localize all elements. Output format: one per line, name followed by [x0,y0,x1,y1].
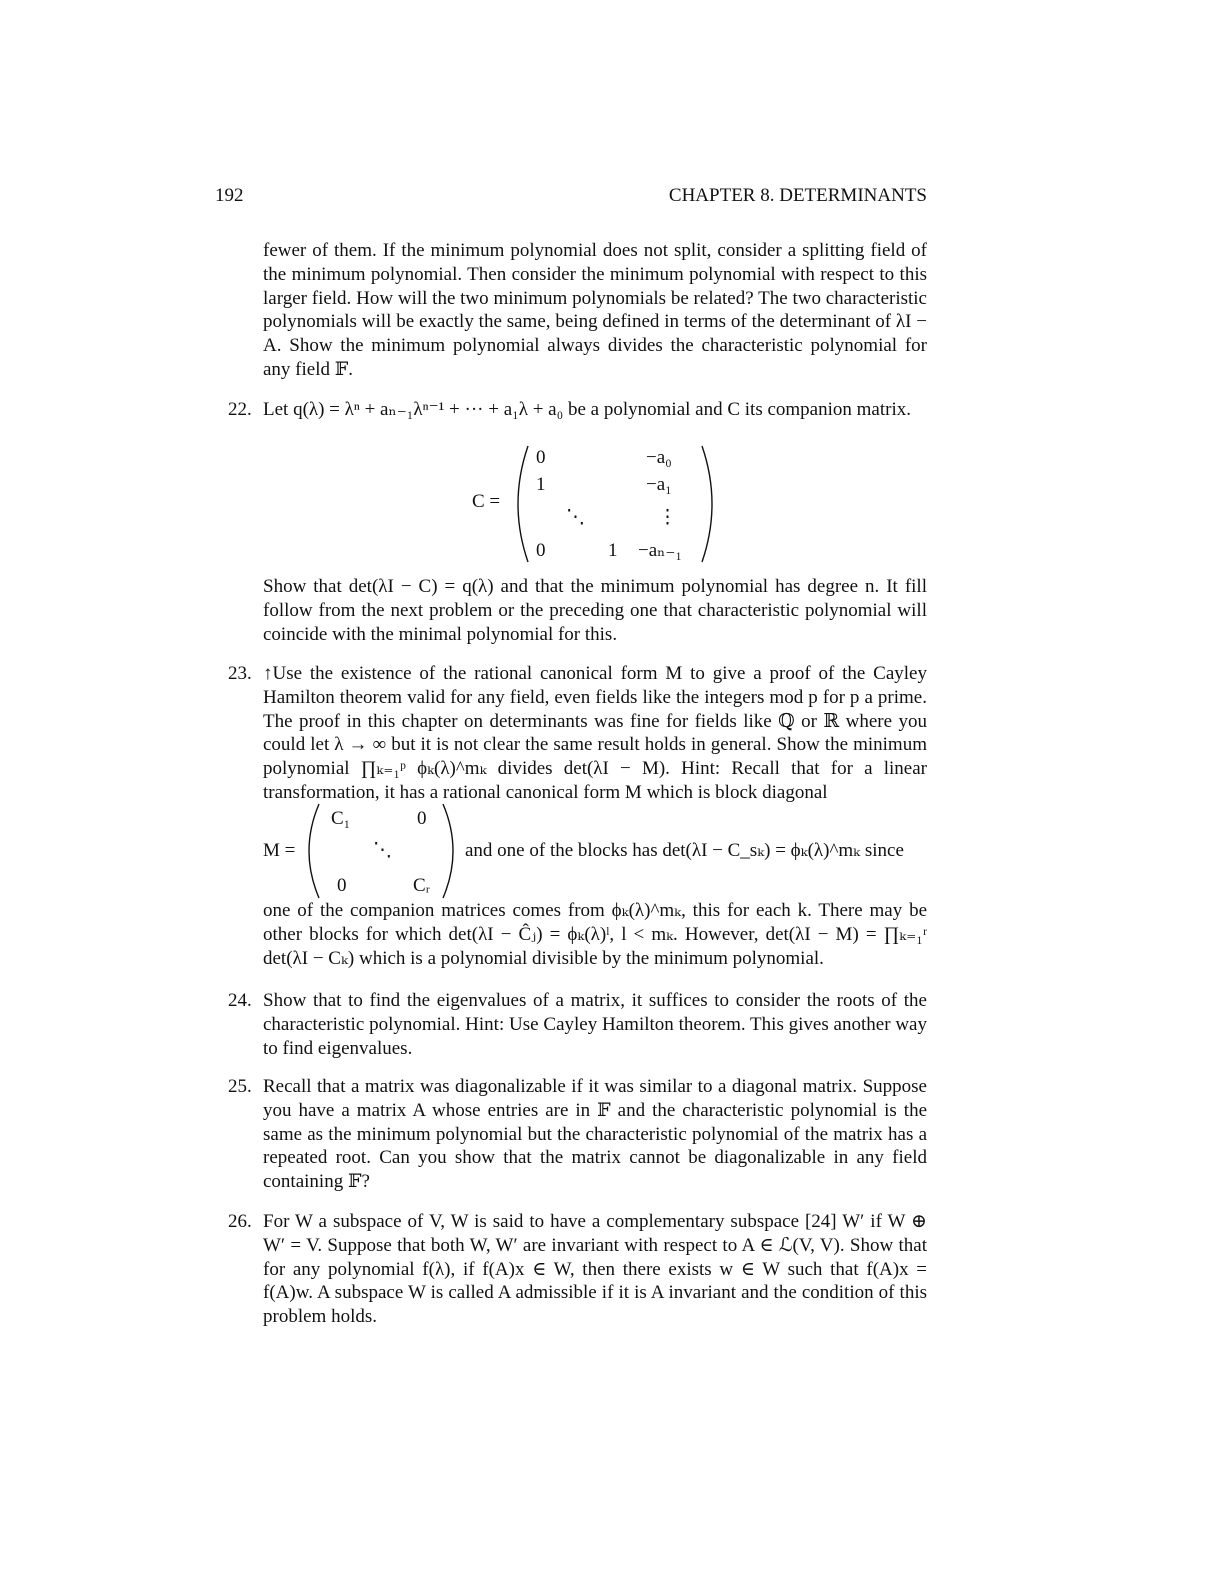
page-header [215,184,927,208]
matrix-cell: 0 [417,808,427,829]
problem-text: Show that det(λI − C) = q(λ) and that the minimum polynomial has degree n. It fill follow from the next problem or the preceding one that characteristic polynomial will coincide with the minimal polynomial for this. [263,576,927,645]
problem-text: one of the companion matrices comes from ϕₖ(λ)^mₖ, this for each k. There may be other blocks for which det(λI − Ĉⱼ) = ϕₖ(λ)ˡ, l < mₖ. However, det(λI − M) = ∏ₖ₌₁ʳ det(λI − Cₖ) which is a polynomial divisible by the minimum polynomial. [263,900,927,969]
matrix-cell: ⋱ [373,840,392,861]
matrix-cell: 1 [536,474,546,495]
problem-text: For W a subspace of V, W is said to have a complementary subspace [24] W′ if W ⊕ W′ = V. Suppose that both W, W′ are invariant with respect to A ∈ ℒ(V, V). Show that for any polynomial f(λ), if f(A)x ∈ W, then there exists w ∈ W such that f(A)x = f(A)w. A subspace W is called A admissible if it is A invariant and the condition of this problem holds. [263,1211,927,1328]
problem-number: 25. [228,1076,252,1097]
problem-text: Recall that a matrix was diagonalizable if it was similar to a diagonal matrix. Suppose you have a matrix A whose entries are in 𝔽 and the characteristic polynomial is the same as the minimum polynomial but the characteristic polynomial of the matrix has a repeated root. Can you show that the matrix cannot be diagonalizable in any field containing 𝔽? [263,1076,927,1193]
companion-matrix [472,442,712,566]
problem-number: 22. [228,399,252,420]
block-diagonal-matrix [263,802,927,900]
matrix-cell: −a₀ [646,447,672,468]
matrix-cell: 1 [608,540,618,561]
intro-paragraph: fewer of them. If the minimum polynomial does not split, consider a splitting field of the minimum polynomial. Then consider the minimum polynomial with respect to this larger field. How will the two minimum polynomials be related? The two characteristic polynomials will be exactly the same, being defined in terms of the determinant of λI − A. Show the minimum polynomial always divides the characteristic polynomial for any field 𝔽. [263,240,927,380]
problem-text: ↑Use the existence of the rational canonical form M to give a proof of the Cayley Hamilton theorem valid for any field, even fields like the integers mod p for p a prime. The proof in this chapter on determinants was fine for fields like ℚ or ℝ where you could let λ → ∞ but it is not clear the same result holds in general. Show the minimum polynomial ∏ₖ₌₁ᵖ ϕₖ(λ)^mₖ divides det(λI − M). Hint: Recall that for a linear transformation, it has a rational canonical form M which is block diagonal [263,663,927,803]
matrix-cell: C₁ [331,808,351,829]
chapter-title: CHAPTER 8. DETERMINANTS [668,185,927,206]
matrix-label: C = [472,491,501,512]
matrix-brackets [263,802,463,900]
matrix-cell: ⋮ [658,507,677,528]
matrix-label: M = [263,840,296,861]
matrix-cell: 0 [536,447,546,468]
matrix-side-text: and one of the blocks has det(λI − C_sₖ) = ϕₖ(λ)^mₖ since [465,840,904,861]
problem-text: Let q(λ) = λⁿ + aₙ₋₁λⁿ⁻¹ + ··· + a₁λ + a₀ be a polynomial and C its companion matrix. [263,399,911,420]
problem-number: 23. [228,663,252,684]
matrix-cell: −a₁ [646,474,672,495]
problem-number: 26. [228,1211,252,1232]
problem-number: 24. [228,990,252,1011]
matrix-cell: −aₙ₋₁ [638,540,683,561]
matrix-cell: 0 [536,540,546,561]
page-number: 192 [215,185,244,206]
matrix-cell: ⋱ [566,507,585,528]
matrix-cell: Cᵣ [413,875,431,896]
matrix-cell: 0 [337,875,347,896]
problem-text: Show that to find the eigenvalues of a matrix, it suffices to consider the roots of the characteristic polynomial. Hint: Use Cayley Hamilton theorem. This gives another way to find eigenvalues. [263,990,927,1059]
